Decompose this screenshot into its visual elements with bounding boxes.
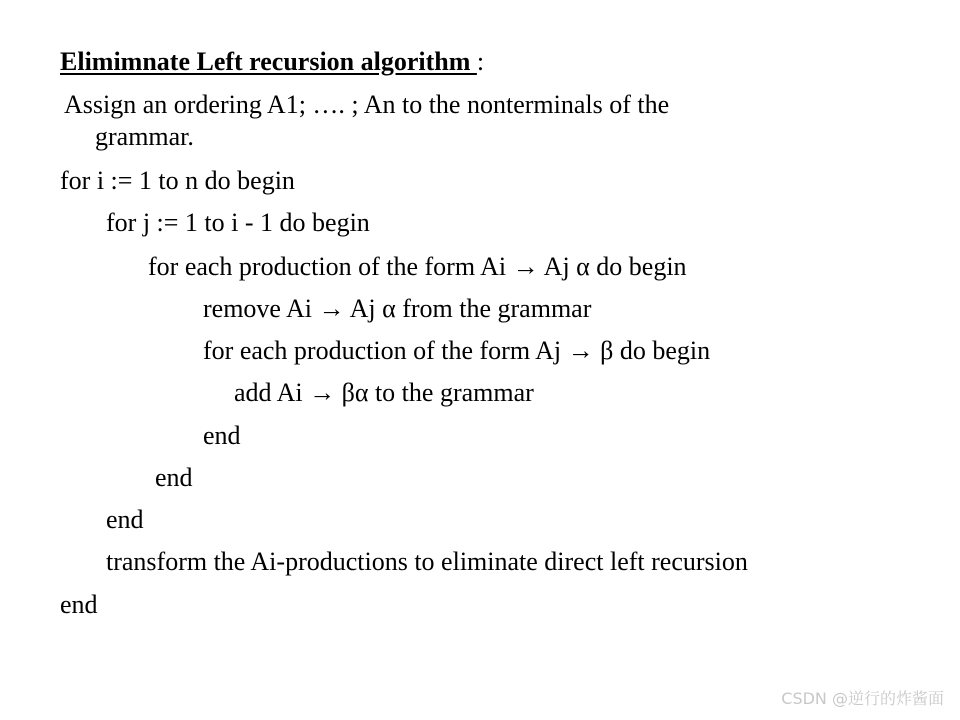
grammar-continuation-line: grammar. bbox=[95, 122, 194, 151]
end-inner-loop-line: end bbox=[106, 505, 144, 534]
algorithm-title-text: Elimimnate Left recursion algorithm bbox=[60, 47, 477, 76]
aj-production-loop-line: for each production of the form Aj → β do begin bbox=[203, 336, 711, 365]
end-outer-loop-line: end bbox=[60, 590, 98, 619]
end-production-loop-line: end bbox=[155, 463, 193, 492]
assign-ordering-line: Assign an ordering A1; …. ; An to the nonterminals of the bbox=[64, 90, 670, 119]
inner-loop-line: for j := 1 to i - 1 do begin bbox=[106, 208, 370, 237]
csdn-watermark: CSDN @逆行的炸酱面 bbox=[781, 689, 944, 708]
production-loop-line: for each production of the form Ai → Aj α do begin bbox=[148, 252, 687, 281]
transform-productions-line: transform the Ai-productions to eliminate direct left recursion bbox=[106, 547, 748, 576]
remove-production-line: remove Ai → Aj α from the grammar bbox=[203, 294, 592, 323]
algorithm-title bbox=[60, 47, 484, 77]
algorithm-title-colon: : bbox=[476, 47, 485, 76]
add-production-line: add Ai → βα to the grammar bbox=[234, 378, 534, 407]
end-aj-loop-line: end bbox=[203, 421, 241, 450]
outer-loop-line: for i := 1 to n do begin bbox=[60, 166, 295, 195]
